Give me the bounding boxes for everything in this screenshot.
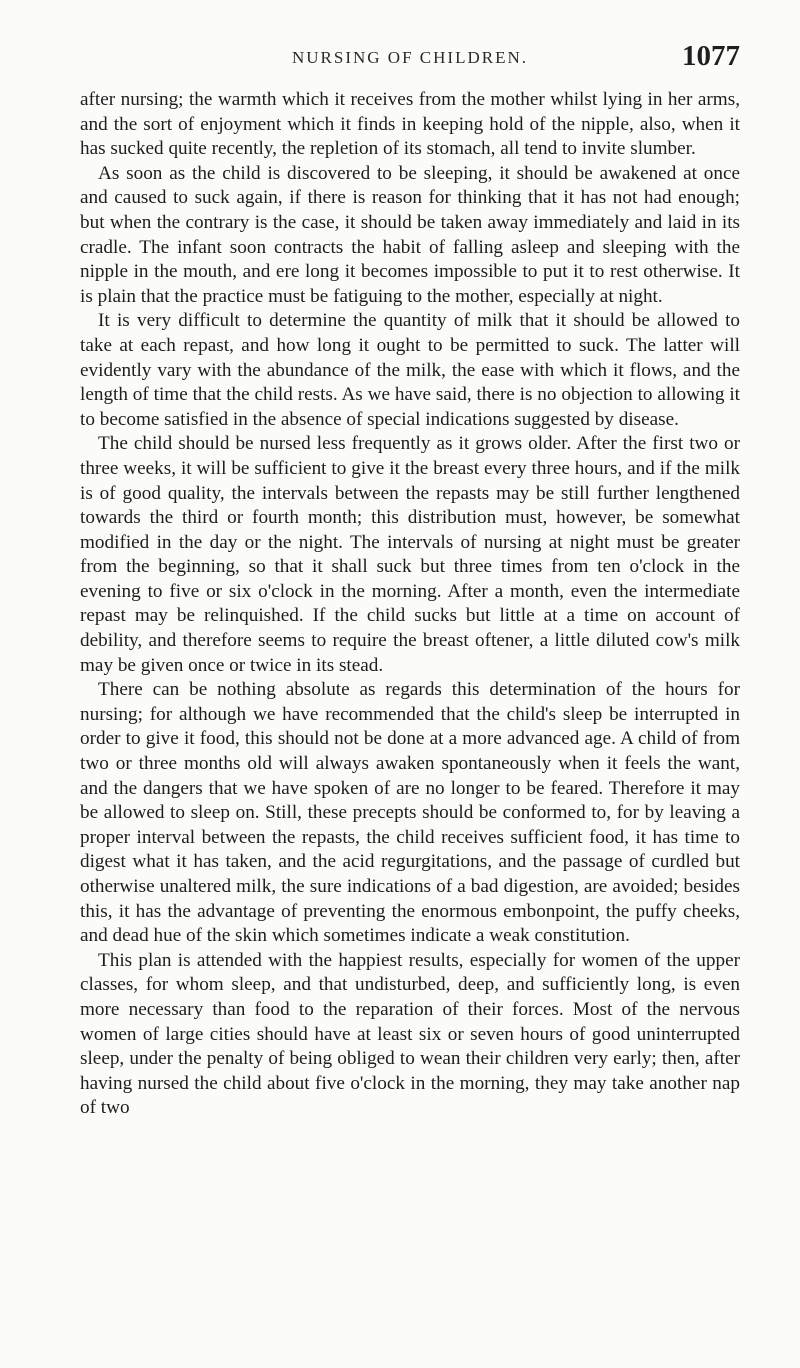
running-head: [80, 40, 740, 74]
paragraph: As soon as the child is discovered to be sleeping, it should be awakened at once and caused to suck again, if there is reason for thinking that it has not had enough; but when the contrary is the case, it should be taken away immediately and laid in its cradle. The infant soon contracts the habit of falling asleep and sleeping with the nipple in the mouth, and ere long it becomes impossible to put it to rest otherwise. It is plain that the practice must be fatiguing to the mother, especially at night.: [80, 162, 740, 307]
body-text: [80, 88, 740, 1121]
paragraph: This plan is attended with the happiest results, especially for women of the upper classes, for whom sleep, and that undisturbed, deep, and sufficiently long, is even more necessary than food to the reparation of their forces. Most of the nervous women of large cities should have at least six or seven hours of good uninterrupted sleep, under the penalty of being obliged to wean their children very early; then, after having nursed the child about five o'clock in the morning, they may take another nap of two: [80, 949, 740, 1119]
running-title: NURSING OF CHILDREN.: [292, 48, 528, 67]
paragraph: It is very difficult to determine the quantity of milk that it should be allowed to take at each repast, and how long it ought to be permitted to suck. The latter will evidently vary with the abundance of the milk, the ease with which it flows, and the length of time that the child rests. As we have said, there is no objection to allowing it to become satisfied in the absence of special indications suggested by disease.: [80, 310, 740, 430]
paragraph: There can be nothing absolute as regards this determination of the hours for nursing; for although we have recommended that the child's sleep be interrupted in order to give it food, this should not be done at a more advanced age. A child of from two or three months old will always awaken spontaneously when it feels the want, and the dangers that we have spoken of are no longer to be feared. Therefore it may be allowed to sleep on. Still, these precepts should be conformed to, for by leaving a proper interval between the repasts, the child receives sufficient food, it has time to digest what it has taken, and the acid regurgitations, and the passage of curdled but otherwise unaltered milk, the sure indications of a bad digestion, are avoided; besides this, it has the advantage of preventing the enormous embonpoint, the puffy cheeks, and dead hue of the skin which sometimes indicate a weak constitution.: [80, 679, 740, 947]
page-number: 1077: [682, 40, 740, 72]
paragraph: The child should be nursed less frequently as it grows older. After the first two or three weeks, it will be sufficient to give it the breast every three hours, and if the milk is of good quality, the intervals between the repasts may be still further lengthened towards the third or fourth month; this distribution must, however, be somewhat modified in the day or the night. The intervals of nursing at night must be greater from the beginning, so that it shall suck but three times from ten o'clock in the evening to five or six o'clock in the morning. After a month, even the intermediate repast may be relinquished. If the child sucks but little at a time on account of debility, and therefore seems to require the breast oftener, a little diluted cow's milk may be given once or twice in its stead.: [80, 433, 740, 676]
paragraph-continued: after nursing; the warmth which it receives from the mother whilst lying in her arms, and the sort of enjoyment which it finds in keeping hold of the nipple, also, when it has sucked quite recently, the repletion of its stomach, all tend to invite slumber.: [80, 89, 740, 160]
